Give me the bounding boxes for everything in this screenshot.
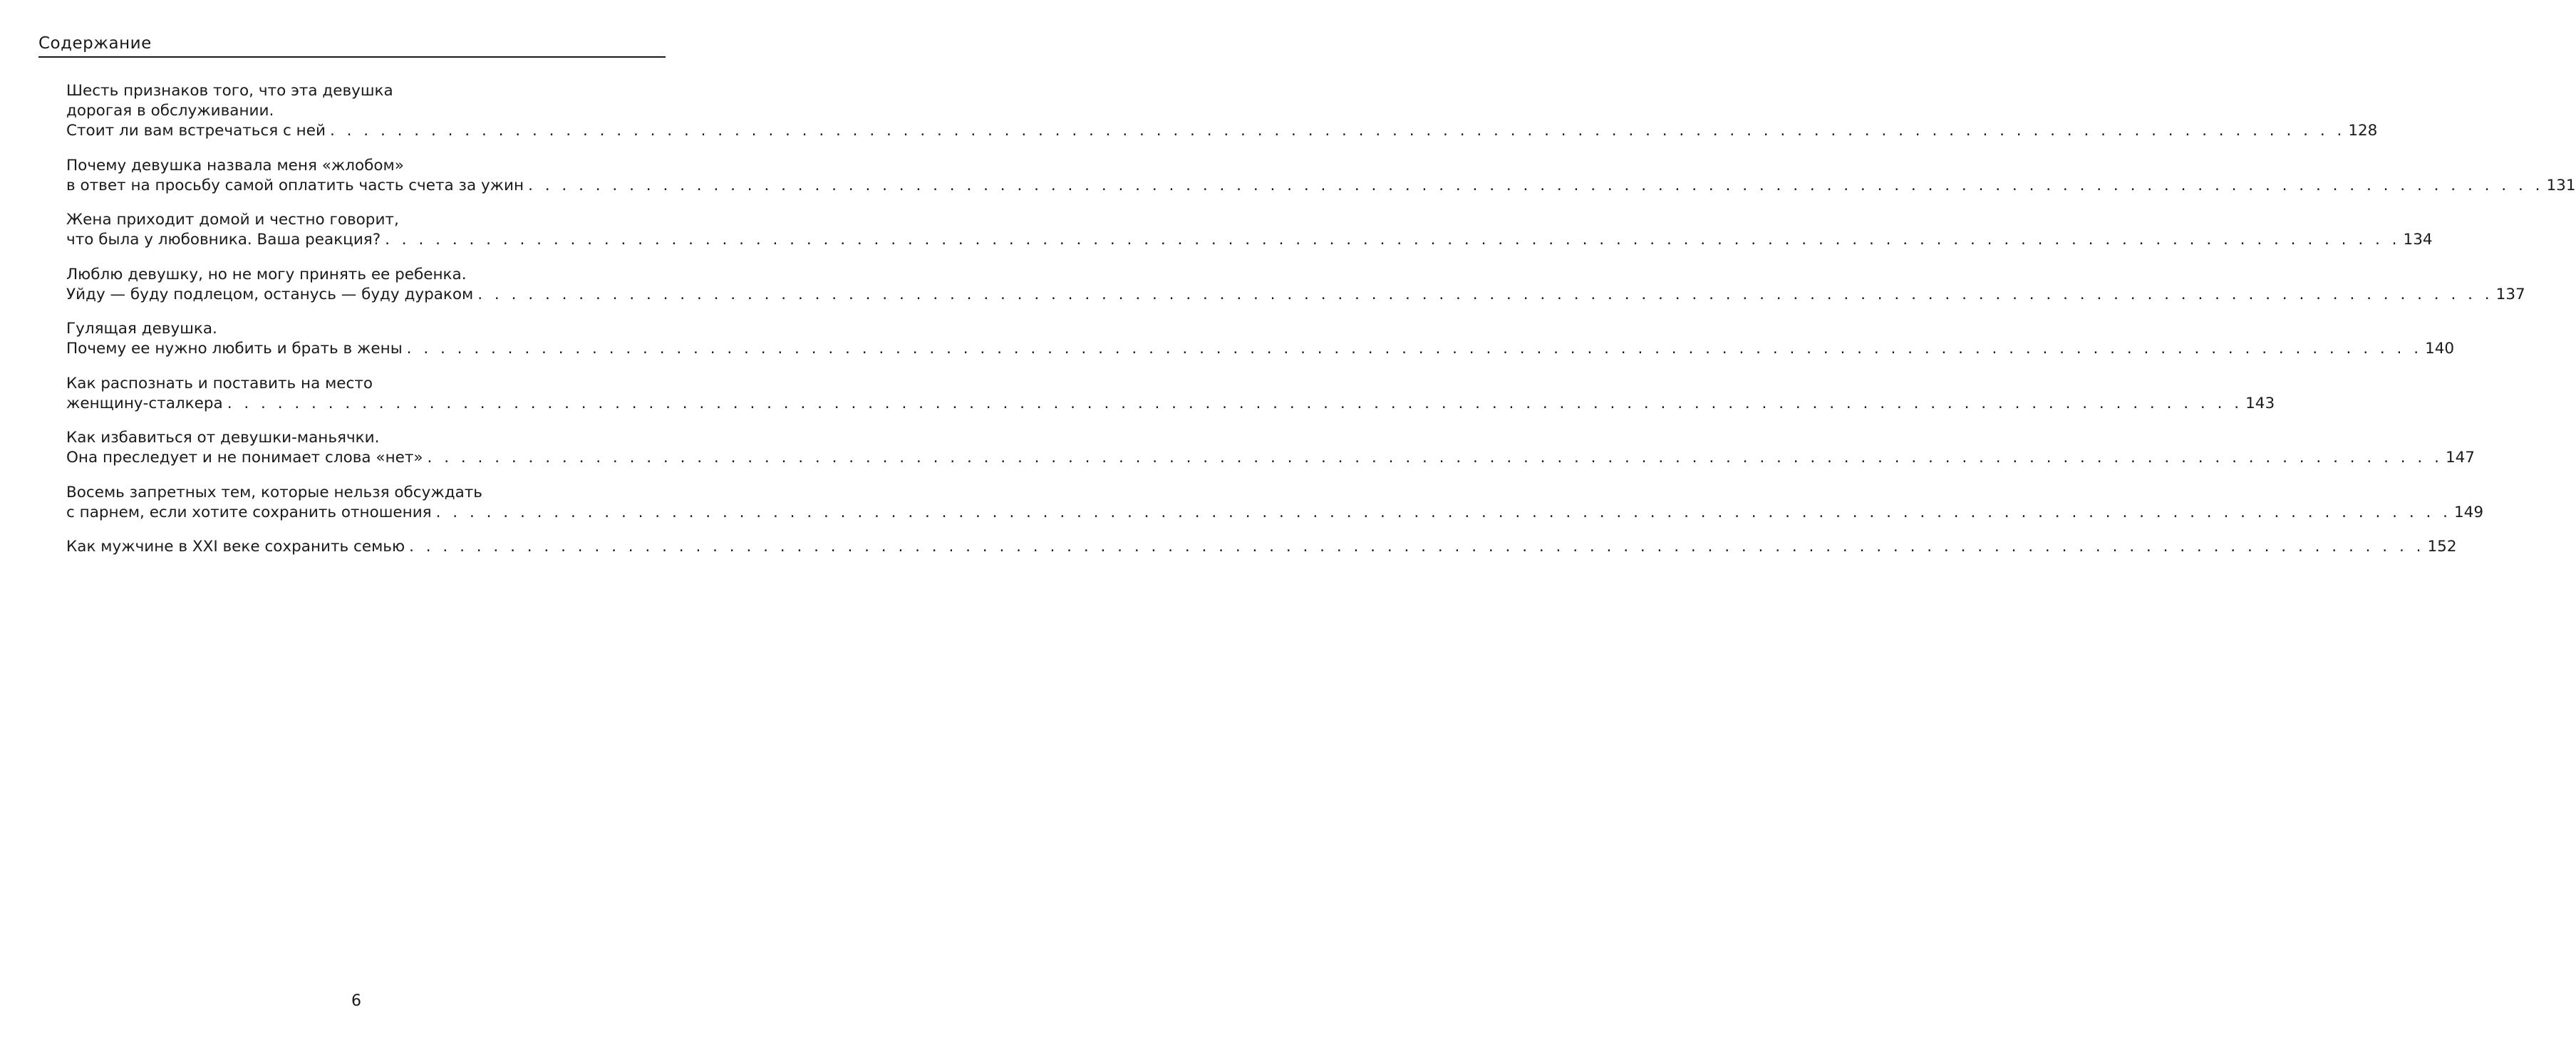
toc-entry[interactable] [66, 265, 2525, 305]
toc-entry-last-line [66, 537, 2457, 557]
toc-entry-page-number: 140 [2425, 340, 2455, 358]
toc-entry-last-line [66, 503, 2484, 523]
toc-entry-page-number: 131 [2546, 176, 2576, 194]
dot-leader: . . . . . . . . . . . . . . . . . . . . . . . . . . . . . . . . . . . . . . . . . . . . . . . . . . . . . . . . . . . . . . . . . . . . . . . . . . . . . . . . . . . . . . . . . . . . . . . . . . . . . . . . . . . . . . . . . . . . . . . . [329, 122, 2346, 140]
toc-entry-title-line: Восемь запретных тем, которые нельзя обсуждать [66, 483, 482, 501]
toc-entry-title-line: Почему ее нужно любить и брать в жены [66, 340, 403, 358]
toc-entry-title-line: женщину-сталкера [66, 394, 223, 412]
toc-entry-page-number: 147 [2445, 449, 2475, 467]
toc-entry-title-line: что была у любовника. Ваша реакция? [66, 231, 381, 249]
toc-entry-last-line [66, 121, 2378, 141]
dot-leader: . . . . . . . . . . . . . . . . . . . . . . . . . . . . . . . . . . . . . . . . . . . . . . . . . . . . . . . . . . . . . . . . . . . . . . . . . . . . . . . . . . . . . . . . . . . . . . . . . . . . . . . . . . . . . . . . . . . . . . . . [406, 340, 2423, 358]
dot-leader: . . . . . . . . . . . . . . . . . . . . . . . . . . . . . . . . . . . . . . . . . . . . . . . . . . . . . . . . . . . . . . . . . . . . . . . . . . . . . . . . . . . . . . . . . . . . . . . . . . . . . . . . . . . . . . . . . . . . . . . . [427, 449, 2443, 467]
toc-entry-last-line [66, 285, 2525, 305]
toc-entry-title-line: Гулящая девушка. [66, 320, 217, 338]
toc-entry-last-line [66, 339, 2455, 359]
toc-entry-last-line [66, 448, 2475, 468]
toc-entry[interactable] [66, 81, 2378, 141]
running-head-title: Содержание [38, 34, 152, 53]
dot-leader: . . . . . . . . . . . . . . . . . . . . . . . . . . . . . . . . . . . . . . . . . . . . . . . . . . . . . . . . . . . . . . . . . . . . . . . . . . . . . . . . . . . . . . . . . . . . . . . . . . . . . . . . . . . . . . . . . . . . . . . . [227, 394, 2243, 412]
toc-entry[interactable] [66, 210, 2433, 250]
toc-entry-last-line [66, 176, 2576, 196]
toc-entry-last-line [66, 230, 2433, 250]
toc-entry-title-line: Как избавиться от девушки-маньячки. [66, 429, 380, 447]
toc-entry-page-number: 152 [2427, 538, 2457, 556]
toc-entry-title-line: Люблю девушку, но не могу принять ее ребенка. [66, 265, 467, 283]
toc-entry-title-line: Как мужчине в XXI веке сохранить семью [66, 538, 405, 556]
dot-leader: . . . . . . . . . . . . . . . . . . . . . . . . . . . . . . . . . . . . . . . . . . . . . . . . . . . . . . . . . . . . . . . . . . . . . . . . . . . . . . . . . . . . . . . . . . . . . . . . . . . . . . . . . . . . . . . . . . . . . . . . [477, 285, 2493, 303]
page-number: 6 [351, 992, 361, 1010]
toc-entry-title-line: дорогая в обслуживании. [66, 102, 274, 120]
toc-entry[interactable] [66, 483, 2484, 523]
dot-leader: . . . . . . . . . . . . . . . . . . . . . . . . . . . . . . . . . . . . . . . . . . . . . . . . . . . . . . . . . . . . . . . . . . . . . . . . . . . . . . . . . . . . . . . . . . . . . . . . . . . . . . . . . . . . . . . . . . . . . . . . [528, 176, 2544, 194]
toc-entry[interactable] [66, 319, 2455, 359]
toc-entry-title-line: Шесть признаков того, что эта девушка [66, 82, 393, 100]
toc-entry-title-line: Она преследует и не понимает слова «нет» [66, 449, 423, 467]
toc-entry[interactable] [66, 156, 2576, 196]
dot-leader: . . . . . . . . . . . . . . . . . . . . . . . . . . . . . . . . . . . . . . . . . . . . . . . . . . . . . . . . . . . . . . . . . . . . . . . . . . . . . . . . . . . . . . . . . . . . . . . . . . . . . . . . . . . . . . . . . . . . . . . . [409, 538, 2425, 556]
toc-entry-page-number: 134 [2403, 231, 2433, 249]
toc-entry-title-line: в ответ на просьбу самой оплатить часть счета за ужин [66, 176, 524, 194]
toc-entry-page-number: 128 [2348, 122, 2378, 140]
table-of-contents [66, 81, 2576, 572]
toc-entry-title-line: Уйду — буду подлецом, останусь — буду дураком [66, 285, 474, 303]
toc-entry-title-line: Как распознать и поставить на место [66, 374, 373, 392]
header-rule [38, 56, 666, 58]
toc-entry[interactable] [66, 374, 2275, 414]
dot-leader: . . . . . . . . . . . . . . . . . . . . . . . . . . . . . . . . . . . . . . . . . . . . . . . . . . . . . . . . . . . . . . . . . . . . . . . . . . . . . . . . . . . . . . . . . . . . . . . . . . . . . . . . . . . . . . . . . . . . . . . . [385, 231, 2401, 249]
toc-entry[interactable] [66, 428, 2475, 468]
toc-entry-page-number: 143 [2245, 394, 2275, 412]
dot-leader: . . . . . . . . . . . . . . . . . . . . . . . . . . . . . . . . . . . . . . . . . . . . . . . . . . . . . . . . . . . . . . . . . . . . . . . . . . . . . . . . . . . . . . . . . . . . . . . . . . . . . . . . . . . . . . . . . . . . . . . . [435, 503, 2451, 521]
toc-entry-title-line: с парнем, если хотите сохранить отношения [66, 503, 432, 521]
toc-entry[interactable] [66, 537, 2457, 557]
toc-entry-title-line: Почему девушка назвала меня «жлобом» [66, 156, 404, 175]
toc-entry-title-line: Жена приходит домой и честно говорит, [66, 211, 399, 229]
toc-entry-last-line [66, 394, 2275, 414]
toc-entry-page-number: 149 [2454, 503, 2484, 521]
toc-entry-title-line: Стоит ли вам встречаться с ней [66, 122, 326, 140]
toc-entry-page-number: 137 [2495, 285, 2525, 303]
